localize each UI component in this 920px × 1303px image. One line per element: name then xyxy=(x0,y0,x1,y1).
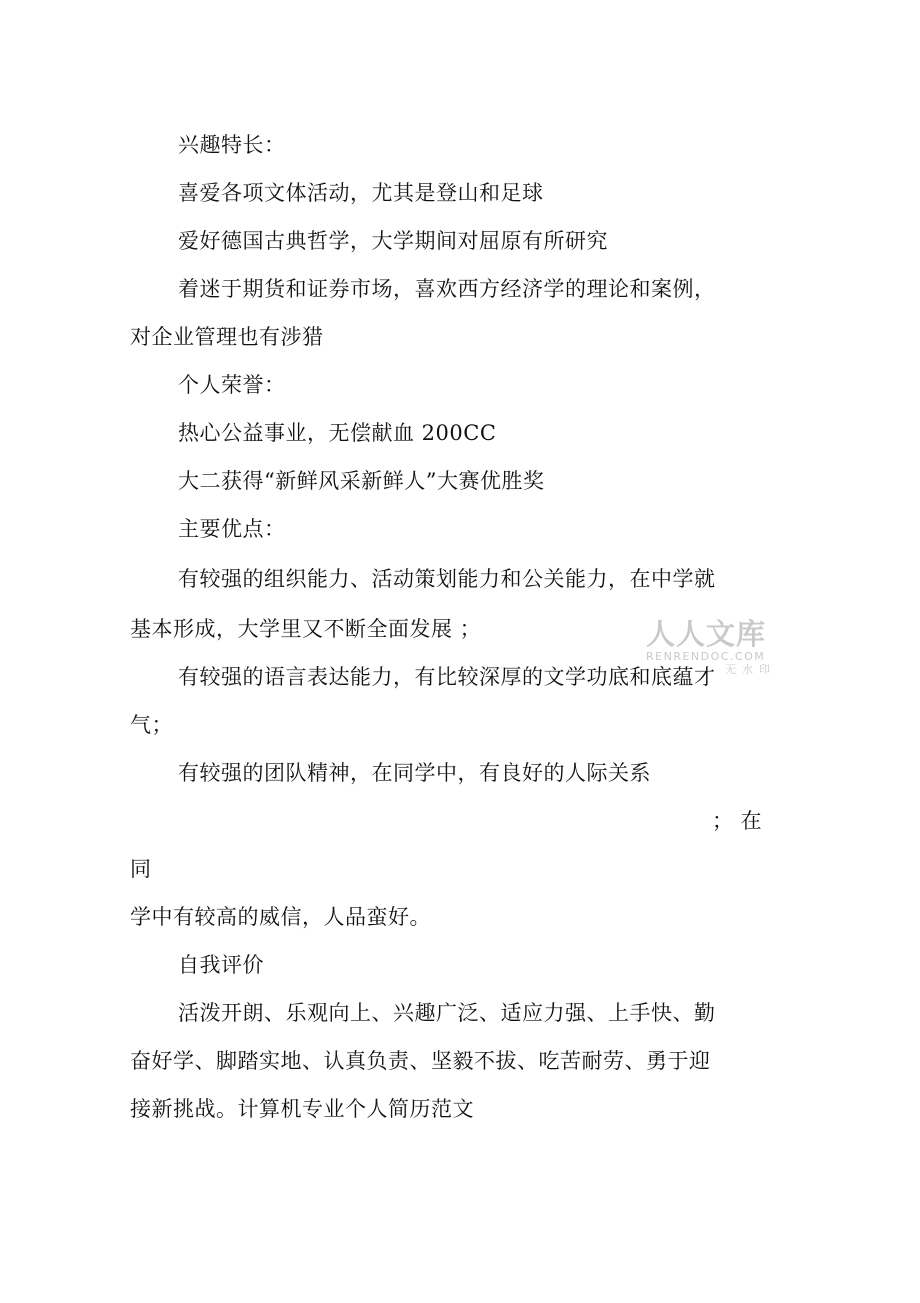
watermark-title: 人人文库 xyxy=(646,617,767,651)
text-line: 爱好德国古典哲学，大学期间对屈原有所研究 xyxy=(178,229,608,253)
text-line: 学中有较高的威信，人品蛮好。 xyxy=(130,905,431,929)
text-line: 对企业管理也有涉猎 xyxy=(130,325,324,349)
text-line: ； 在 xyxy=(712,809,763,833)
text-line: 有较强的团队精神，在同学中，有良好的人际关系 xyxy=(178,761,651,785)
text-line: 气； xyxy=(130,713,173,737)
text-line: 自我评价 xyxy=(178,953,264,977)
watermark-url: RENRENDOC.COM xyxy=(646,650,766,663)
text-line: 主要优点： xyxy=(178,517,286,541)
text-line: 接新挑战。计算机专业个人简历范文 xyxy=(130,1097,474,1121)
text-line: 喜爱各项文体活动，尤其是登山和足球 xyxy=(178,181,544,205)
text-line: 活泼开朗、乐观向上、兴趣广泛、适应力强、上手快、勤 xyxy=(178,1001,716,1025)
text-line: 有较强的组织能力、活动策划能力和公关能力，在中学就 xyxy=(178,567,716,591)
text-line: 基本形成，大学里又不断全面发展 ； xyxy=(130,617,482,641)
watermark-logo xyxy=(646,618,776,676)
text-line: 同 xyxy=(130,857,152,881)
text-line: 有较强的语言表达能力，有比较深厚的文学功底和底蕴才 xyxy=(178,665,716,689)
text-line: 大二获得“新鲜风采新鲜人”大赛优胜奖 xyxy=(178,469,545,493)
watermark-subtitle: 无水印 xyxy=(725,663,776,676)
text-line: 兴趣特长： xyxy=(178,133,286,157)
text-line: 奋好学、脚踏实地、认真负责、坚毅不拔、吃苦耐劳、勇于迎 xyxy=(130,1049,711,1073)
text-line: 热心公益事业，无偿献血 200CC xyxy=(178,421,497,445)
text-line: 个人荣誉： xyxy=(178,373,286,397)
text-line: 着迷于期货和证券市场，喜欢西方经济学的理论和案例， xyxy=(178,277,716,301)
